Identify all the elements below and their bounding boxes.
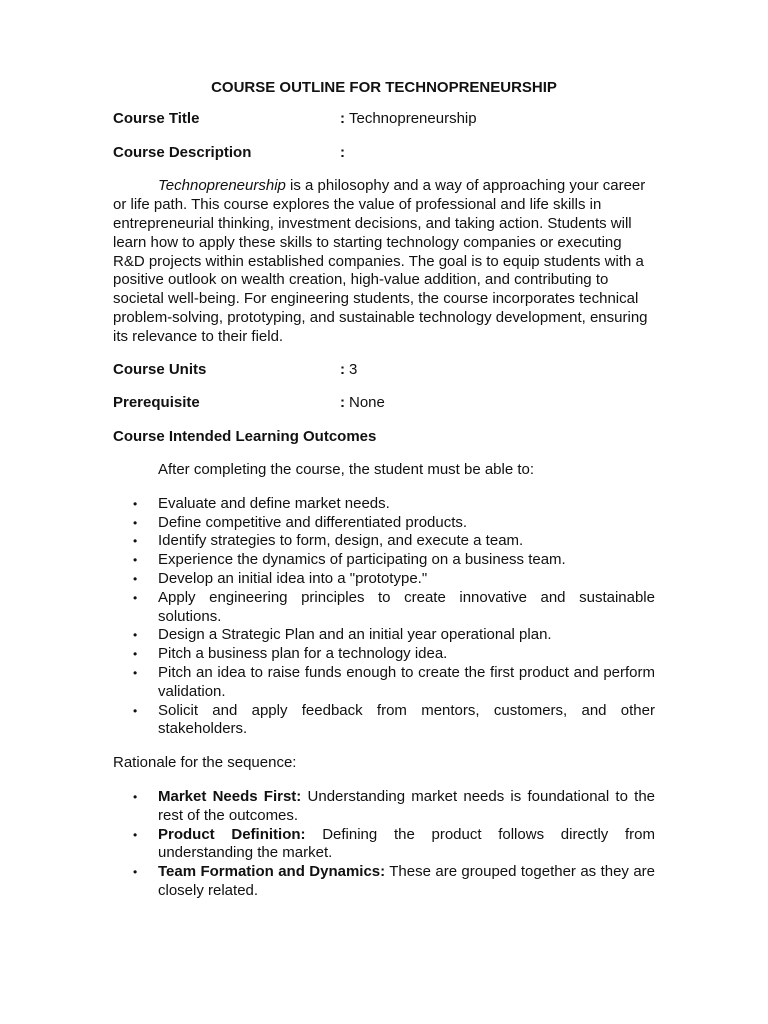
list-item: • Define competitive and differentiated products. [133, 513, 468, 531]
bullet-icon: • [133, 703, 138, 718]
prerequisite-field [113, 394, 655, 413]
course-units-label: Course Units [113, 360, 207, 378]
course-units-field [113, 361, 655, 380]
outcomes-list [113, 495, 655, 739]
course-description-label: Course Description [113, 143, 252, 161]
outcomes-heading: Course Intended Learning Outcomes [113, 428, 377, 446]
course-description-field [113, 144, 655, 163]
list-item: • Team Formation and Dynamics: These are grouped together as they are closely related. [133, 863, 655, 899]
list-item: • Design a Strategic Plan and an initial year operational plan. [133, 626, 552, 644]
bullet-icon: • [133, 665, 138, 680]
outcomes-intro: After completing the course, the student must be able to: [158, 460, 535, 478]
list-item: • Experience the dynamics of participating on a business team. [133, 551, 566, 569]
list-item: • Pitch an idea to raise funds enough to create the first product and perform validation. [133, 663, 655, 700]
list-item: • Develop an initial idea into a "prototype." [133, 569, 428, 587]
prerequisite-colon: : [340, 394, 345, 412]
document-page [113, 79, 655, 916]
course-description-colon: : [340, 143, 345, 161]
bullet-icon: • [133, 496, 138, 511]
bullet-icon: • [133, 647, 138, 662]
course-units-value: 3 [349, 360, 358, 378]
course-title-value: Technopreneurship [349, 109, 477, 127]
rationale-heading: Rationale for the sequence: [113, 754, 297, 772]
description-text: is a philosophy and a way of approaching your career or life path. This course explores the value of professional and life skills in entrepreneurial thinking, investment decisions, and taking action. Students will learn how to apply these skills to starting technology companies or executing R&D projects within established companies. The goal is to equip students with a positive outlook on wealth creation, high-value addition, and contributing to societal well-being. For engineering students, the course incorporates technical problem-solving, prototyping, and sustainable technology development, ensuring its relevance to their field. [113, 177, 648, 345]
list-item: • Market Needs First: Understanding market needs is foundational to the rest of the outcomes. [133, 787, 655, 824]
course-title-label: Course Title [113, 109, 200, 127]
list-item: • Apply engineering principles to create innovative and sustainable solutions. [133, 588, 655, 625]
course-units-colon: : [340, 360, 345, 378]
description-paragraph [113, 177, 655, 346]
description-italic-lead: Technopreneurship [158, 177, 286, 195]
prerequisite-value: None [349, 394, 385, 412]
course-title-field [113, 110, 655, 129]
list-item: • Evaluate and define market needs. [133, 494, 390, 512]
list-item: • Pitch a business plan for a technology idea. [133, 645, 448, 663]
bullet-icon: • [133, 827, 138, 842]
bullet-icon: • [133, 628, 138, 643]
bullet-icon: • [133, 571, 138, 586]
list-item: • Solicit and apply feedback from mentors, customers, and other stakeholders. [133, 701, 655, 738]
bullet-icon: • [133, 515, 138, 530]
list-item: • Identify strategies to form, design, and execute a team. [133, 532, 524, 550]
bullet-icon: • [133, 553, 138, 568]
prerequisite-label: Prerequisite [113, 394, 200, 412]
list-item: • Product Definition: Defining the product follows directly from understanding the market. [133, 825, 655, 862]
bullet-icon: • [133, 534, 138, 549]
bullet-icon: • [133, 865, 138, 880]
rationale-list [113, 788, 655, 901]
bullet-icon: • [133, 590, 138, 605]
document-title: COURSE OUTLINE FOR TECHNOPRENEURSHIP [211, 79, 557, 96]
course-title-colon: : [340, 109, 345, 127]
bullet-icon: • [133, 789, 138, 804]
